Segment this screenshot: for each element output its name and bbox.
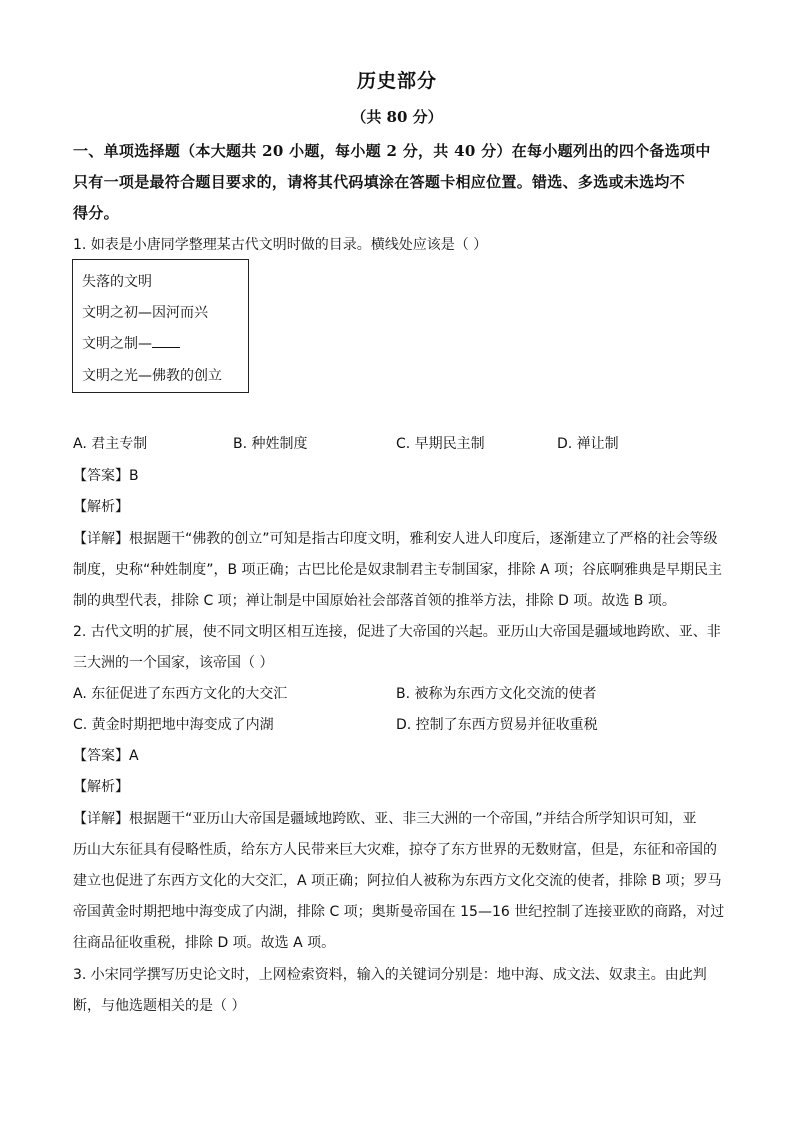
q1-detail-line-3: 制的典型代表，排除 C 项；禅让制是中国原始社会部落首领的推举方法，排除 D 项。故选 B 项。 <box>73 593 676 609</box>
toc-item-1: 失落的文明 <box>82 274 152 290</box>
q1-analysis-label: 【解析】 <box>73 499 129 515</box>
q2-detail-line-1: 【详解】根据题干“亚历山大帝国是疆域地跨欧、亚、非三大洲的一个帝国，”并结合所学知识可知，亚 <box>73 811 697 827</box>
toc-item-4: 文明之光—佛教的创立 <box>82 368 222 384</box>
total-score: （共 80 分） <box>351 108 443 126</box>
q1-table-of-contents <box>72 259 249 393</box>
q2-option-b: B. 被称为东西方文化交流的使者 <box>396 686 597 702</box>
q1-answer: 【答案】B <box>73 468 139 484</box>
section-instruction-line-1: 一、单项选择题（本大题共 20 小题，每小题 2 分，共 40 分）在每小题列出的四个备选项中 <box>73 142 711 160</box>
q3-stem-line-2: 断，与他选题相关的是（ ） <box>73 998 246 1014</box>
q2-answer: 【答案】A <box>73 748 139 764</box>
toc-item-3-text: 文明之制— <box>82 336 152 352</box>
q2-stem-line-2: 三大洲的一个国家，该帝国（ ） <box>73 655 274 671</box>
q2-option-a: A. 东征促进了东西方文化的大交汇 <box>73 686 288 702</box>
answer-blank <box>152 335 180 348</box>
q2-option-d: D. 控制了东西方贸易并征收重税 <box>396 717 598 733</box>
q1-stem: 1. 如表是小唐同学整理某古代文明时做的目录。横线处应该是（ ） <box>73 237 488 253</box>
toc-item-3 <box>82 333 180 353</box>
q2-stem-line-1: 2. 古代文明的扩展，使不同文明区相互连接，促进了大帝国的兴起。亚历山大帝国是疆域地跨欧、亚、非 <box>73 624 721 640</box>
q1-detail-line-1: 【详解】根据题干“佛教的创立”可知是指古印度文明，雅利安人进人印度后，逐渐建立了严格的社会等级 <box>73 531 718 547</box>
q3-stem-line-1: 3. 小宋同学撰写历史论文时，上网检索资料，输入的关键词分别是：地中海、成文法、奴隶主。由此判 <box>73 967 707 983</box>
q2-detail-line-4: 帝国黄金时期把地中海变成了内湖，排除 C 项；奥斯曼帝国在 15—16 世纪控制了连接亚欧的商路，对过 <box>73 904 725 920</box>
q2-detail-line-5: 往商品征收重税，排除 D 项。故选 A 项。 <box>73 935 336 951</box>
q1-option-a: A. 君主专制 <box>73 436 148 452</box>
q2-detail-line-2: 历山大东征具有侵略性质，给东方人民带来巨大灾难，掠夺了东方世界的无数财富，但是，东征和帝国的 <box>73 842 717 858</box>
q1-option-b: B. 种姓制度 <box>233 436 308 452</box>
q1-option-c: C. 早期民主制 <box>396 436 485 452</box>
q2-detail-line-3: 建立也促进了东西方文化的大交汇，A 项正确；阿拉伯人被称为东西方文化交流的使者，排除 B 项；罗马 <box>73 873 722 889</box>
section-instruction-line-3: 得分。 <box>73 204 119 222</box>
q2-analysis-label: 【解析】 <box>73 779 129 795</box>
q2-option-c: C. 黄金时期把地中海变成了内湖 <box>73 717 274 733</box>
section-instruction-line-2: 只有一项是最符合题目要求的，请将其代码填涂在答题卡相应位置。错选、多选或未选均不 <box>73 173 686 191</box>
q1-option-d: D. 禅让制 <box>557 436 619 452</box>
toc-item-2: 文明之初—因河而兴 <box>82 305 208 321</box>
page-title: 历史部分 <box>356 70 437 92</box>
q1-detail-line-2: 制度，史称“种姓制度”，B 项正确；古巴比伦是奴隶制君主专制国家，排除 A 项；谷底啊雅典是早期民主 <box>73 562 723 578</box>
